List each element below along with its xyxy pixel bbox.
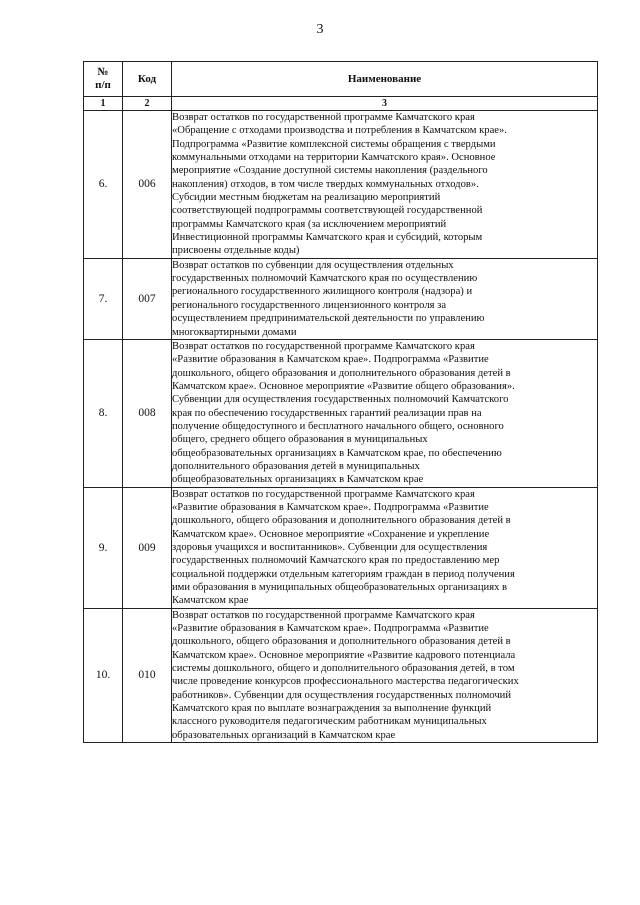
page-number: 3 [316,22,324,37]
header-num [84,62,123,97]
name-line: Возврат остатков по государственной программе Камчатского края [172,112,475,123]
row-code: 010 [123,608,172,742]
table-row [84,608,598,742]
name-line: образовательных организаций в Камчатском крае [172,729,396,741]
name-line: соответствующей подпрограммы соответствующей государственной [172,205,483,217]
name-line: Камчатском крае». Основное мероприятие «Сохранение и укрепление [172,528,490,540]
name-line: социальной поддержки отдельным категориям граждан в период получения [172,568,515,580]
name-line: государственных полномочий Камчатского края по осуществлению [172,273,478,285]
row-code: 007 [123,258,172,339]
name-line: Камчатском крае». Основное мероприятие «Развитие кадрового потенциала [172,649,516,661]
name-line: края по обеспечению государственных гарантий реализации прав на [172,407,482,419]
name-line: системы дошкольного, общего и дополнительного образования детей, в том [172,663,515,675]
name-line: Возврат остатков по субвенции для осуществления отдельных [172,259,454,271]
header-name [172,62,598,97]
row-name [172,339,598,487]
row-number: 8. [84,339,123,487]
name-line: Подпрограмма «Развитие комплексной системы обращения с твердыми [172,138,496,150]
name-line: накопления) отходов, в том числе твердых коммунальных отходов». [172,178,479,190]
table-row [84,111,598,259]
header-row [84,62,598,97]
name-line: регионального государственного жилищного контроля (надзора) и [172,286,473,298]
table-row [84,487,598,608]
row-name [172,608,598,742]
name-line: работников». Субвенции для осуществления государственных полномочий [172,689,511,701]
name-line: «Развитие образования в Камчатском крае». Подпрограмма «Развитие [172,354,489,366]
index-cell-2: 2 [123,97,172,111]
name-line: здоровья учащихся и воспитанников». Субвенции для осуществления [172,542,488,553]
name-line: регионального государственного лицензионного контроля за [172,299,447,311]
name-line: общеобразовательных организациях в Камчатском крае, по обеспечению [172,447,502,459]
row-code: 008 [123,339,172,487]
name-line: дошкольного, общего образования и дополнительного образования детей в [172,636,511,648]
name-line: Субсидии местным бюджетам на реализацию мероприятий [172,192,441,204]
name-line: классного руководителя педагогическим работникам муниципальных [172,716,487,728]
name-line: Возврат остатков по государственной программе Камчатского края [172,488,475,500]
name-line: дошкольного, общего образования и дополнительного образования детей в [172,515,511,527]
name-line: общеобразовательных организациях в Камчатском крае [172,474,424,486]
name-line: присвоены отдельные коды) [172,245,300,257]
name-line: коммунальными отходами на территории Камчатского края». Основное [172,152,496,164]
index-cell-1: 1 [84,97,123,111]
name-line: мероприятие «Создание доступной системы накопления (раздельного [172,165,488,177]
name-line: государственных полномочий Камчатского края по предоставлению мер [172,555,500,567]
name-line: Камчатском крае». Основное мероприятие «Развитие общего образования». [172,380,515,392]
index-row [84,97,598,111]
row-name [172,258,598,339]
row-number: 6. [84,111,123,259]
name-line: осуществлением предпринимательской деятельности по управлению [172,313,485,325]
header-num-label: № п/п [95,66,111,91]
header-code-label: Код [137,72,157,85]
name-line: дополнительного образования детей в муниципальных [172,460,420,472]
name-line: программы Камчатского края (за исключением мероприятий [172,218,447,230]
row-name [172,111,598,259]
name-line: дошкольного, общего образования и дополнительного образования детей в [172,367,511,379]
name-line: общего, среднего общего образования в муниципальных [172,434,428,446]
name-line: получение общедоступного и бесплатного начального общего, основного [172,420,504,432]
header-code [123,62,172,97]
name-line: ими образования в муниципальных общеобразовательных организациях в [172,582,508,594]
name-line: многоквартирными домами [172,326,297,338]
name-line: числе проведение конкурсов профессионального мастерства педагогических [172,676,519,688]
codes-table [83,61,598,743]
name-line: Субвенции для осуществления государственных полномочий Камчатского [172,394,509,406]
name-line: Возврат остатков по государственной программе Камчатского края [172,340,475,352]
table-row [84,258,598,339]
name-line: «Развитие образования в Камчатском крае». Подпрограмма «Развитие [172,623,489,635]
row-name [172,487,598,608]
table-row [84,339,598,487]
name-line: Камчатском крае [172,595,249,607]
row-code: 009 [123,487,172,608]
index-cell-3: 3 [172,97,598,111]
row-number: 10. [84,608,123,742]
name-line: Инвестиционной программы Камчатского края и субсидий, которым [172,232,483,244]
row-number: 7. [84,258,123,339]
row-number: 9. [84,487,123,608]
row-code: 006 [123,111,172,259]
name-line: Возврат остатков по государственной программе Камчатского края [172,609,475,621]
name-line: Камчатского края по выплате вознаграждения за выполнение функций [172,703,492,715]
name-line: «Обращение с отходами производства и потребления в Камчатском крае». [172,125,507,137]
name-line: «Развитие образования в Камчатском крае». Подпрограмма «Развитие [172,501,489,513]
header-name-label: Наименование [347,72,422,85]
